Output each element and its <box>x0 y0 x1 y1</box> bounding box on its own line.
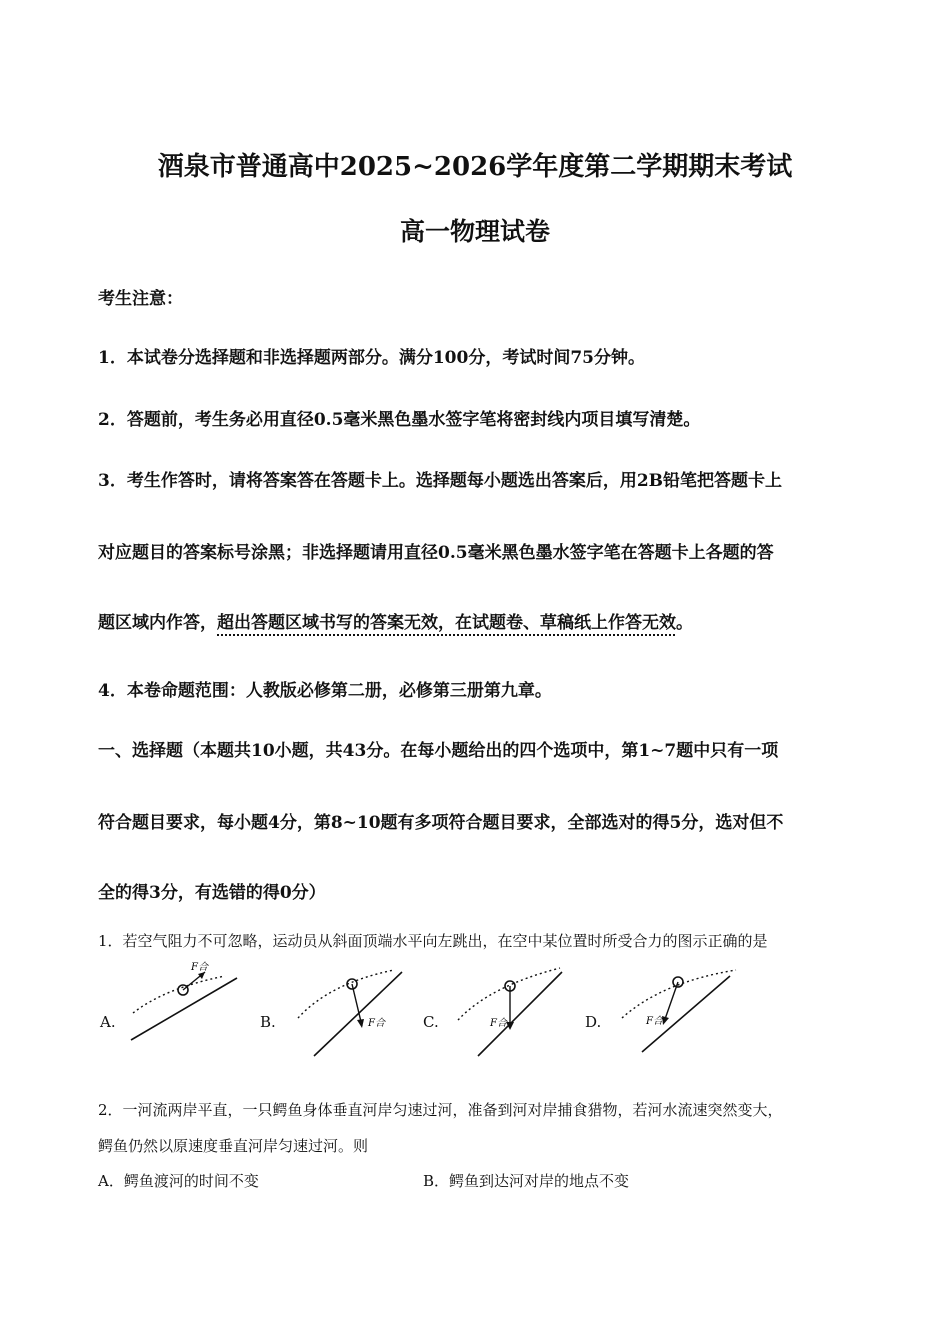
question-2-option-a: A．鳄鱼渡河的时间不变 <box>98 1172 259 1190</box>
force-arrowhead <box>198 972 205 979</box>
section-1-line-3: 全的得3分，有选错的得0分） <box>98 883 326 903</box>
force-label: F合 <box>191 962 208 973</box>
force-label: F合 <box>490 1018 507 1029</box>
force-arrowhead <box>357 1019 364 1028</box>
force-label: F合 <box>368 1018 385 1029</box>
option-c-label: C. <box>423 1013 439 1031</box>
slope-line <box>478 972 562 1056</box>
option-b-label: B. <box>260 1013 276 1031</box>
notice-item-1: 1．本试卷分选择题和非选择题两部分。满分100分，考试时间75分钟。 <box>98 348 645 368</box>
question-2-option-b: B．鳄鱼到达河对岸的地点不变 <box>423 1172 630 1190</box>
question-1-stem: 1．若空气阻力不可忽略，运动员从斜面顶端水平向左跳出，在空中某位置时所受合力的图示正确的是 <box>98 932 768 950</box>
section-1-line-2: 符合题目要求，每小题4分，第8~10题有多项符合题目要求，全部选对的得5分，选对但不 <box>98 813 784 833</box>
option-d-figure <box>612 958 742 1058</box>
trajectory-dotted <box>458 968 560 1020</box>
section-1-line-1: 一、选择题（本题共10小题，共43分。在每小题给出的四个选项中，第1~7题中只有一项 <box>98 741 779 761</box>
question-2-stem-line-2: 鳄鱼仍然以原速度垂直河岸匀速过河。则 <box>98 1137 369 1155</box>
notice-item-3-line-3-end: 。 <box>676 613 693 633</box>
option-a-figure <box>125 958 245 1048</box>
option-d-label: D. <box>585 1013 602 1031</box>
option-b-figure <box>290 958 410 1058</box>
slope-line <box>131 978 237 1040</box>
exam-subtitle: 高一物理试卷 <box>399 217 550 246</box>
notice-item-2: 2．答题前，考生务必用直径0.5毫米黑色墨水签字笔将密封线内项目填写清楚。 <box>98 410 701 430</box>
notice-item-3-line-3 <box>98 608 693 633</box>
notice-item-3-line-3-start: 题区域内作答， <box>98 613 217 633</box>
notice-item-4: 4．本卷命题范围：人教版必修第二册，必修第三册第九章。 <box>98 681 552 701</box>
exam-title: 酒泉市普通高中2025~2026学年度第二学期期末考试 <box>157 152 793 182</box>
trajectory-dotted <box>133 976 225 1013</box>
force-label: F合 <box>646 1016 663 1027</box>
option-c-figure <box>450 958 570 1058</box>
force-arrow <box>664 982 678 1022</box>
emphasis-text: 超出答题区域书写的答案无效，在试题卷、草稿纸上作答无效 <box>217 613 676 633</box>
force-arrowhead <box>662 1016 669 1025</box>
slope-line <box>642 976 730 1052</box>
question-2-stem-line-1: 2．一河流两岸平直，一只鳄鱼身体垂直河岸匀速过河，准备到河对岸捕食猎物，若河水流速突然变大， <box>98 1101 783 1119</box>
notice-item-3-line-1: 3．考生作答时，请将答案答在答题卡上。选择题每小题选出答案后，用2B铅笔把答题卡上 <box>98 471 783 491</box>
notice-heading: 考生注意： <box>98 289 183 309</box>
slope-line <box>314 972 402 1056</box>
option-a-label: A. <box>100 1013 116 1031</box>
notice-item-3-line-2: 对应题目的答案标号涂黑；非选择题请用直径0.5毫米黑色墨水签字笔在答题卡上各题的答 <box>98 543 774 563</box>
